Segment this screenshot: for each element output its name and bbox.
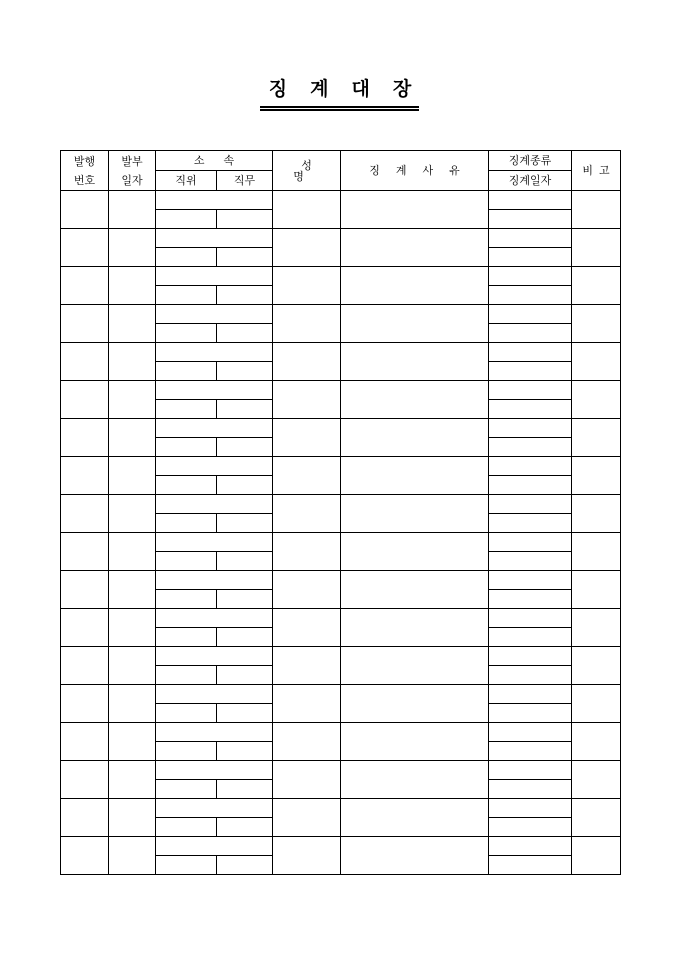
remarks-cell[interactable] [572, 571, 621, 609]
name-cell[interactable] [273, 609, 341, 647]
page-title: 징계대장 [268, 78, 435, 100]
reason-cell[interactable] [341, 609, 489, 647]
issue-number-cell[interactable] [61, 191, 109, 229]
duty-cell[interactable] [217, 476, 273, 495]
duty-cell[interactable] [217, 286, 273, 305]
position-cell[interactable] [156, 324, 217, 343]
affiliation-cell[interactable] [156, 495, 273, 514]
position-cell[interactable] [156, 476, 217, 495]
discipline-type-cell[interactable] [489, 723, 572, 742]
issue-date-cell[interactable] [109, 685, 156, 723]
reason-cell[interactable] [341, 647, 489, 685]
issue-number-cell[interactable] [61, 267, 109, 305]
name-cell[interactable] [273, 837, 341, 875]
name-cell[interactable] [273, 761, 341, 799]
remarks-cell[interactable] [572, 609, 621, 647]
issue-number-cell[interactable] [61, 685, 109, 723]
discipline-date-cell[interactable] [489, 248, 572, 267]
affiliation-cell[interactable] [156, 837, 273, 856]
name-cell[interactable] [273, 267, 341, 305]
reason-cell[interactable] [341, 191, 489, 229]
issue-number-cell[interactable] [61, 381, 109, 419]
discipline-type-cell[interactable] [489, 761, 572, 780]
duty-cell[interactable] [217, 590, 273, 609]
header-issue-date-top: 발부 [121, 154, 143, 168]
affiliation-cell[interactable] [156, 609, 273, 628]
affiliation-cell[interactable] [156, 647, 273, 666]
reason-cell[interactable] [341, 419, 489, 457]
affiliation-cell[interactable] [156, 685, 273, 704]
name-cell[interactable] [273, 647, 341, 685]
reason-cell[interactable] [341, 685, 489, 723]
affiliation-cell[interactable] [156, 723, 273, 742]
name-cell[interactable] [273, 571, 341, 609]
duty-cell[interactable] [217, 666, 273, 685]
issue-date-cell[interactable] [109, 571, 156, 609]
issue-number-cell[interactable] [61, 799, 109, 837]
header-discipline-date: 징계일자 [489, 171, 572, 191]
remarks-cell[interactable] [572, 419, 621, 457]
name-cell[interactable] [273, 723, 341, 761]
issue-number-cell[interactable] [61, 837, 109, 875]
issue-date-cell[interactable] [109, 799, 156, 837]
header-remarks: 비고 [572, 151, 621, 191]
issue-number-cell[interactable] [61, 533, 109, 571]
duty-cell[interactable] [217, 704, 273, 723]
issue-number-cell[interactable] [61, 609, 109, 647]
table-row [61, 723, 621, 742]
table-row [61, 457, 621, 476]
duty-cell[interactable] [217, 514, 273, 533]
affiliation-cell[interactable] [156, 381, 273, 400]
issue-number-cell[interactable] [61, 419, 109, 457]
discipline-type-cell[interactable] [489, 495, 572, 514]
table-row [61, 419, 621, 438]
issue-number-cell[interactable] [61, 495, 109, 533]
name-cell[interactable] [273, 191, 341, 229]
discipline-type-cell[interactable] [489, 381, 572, 400]
name-cell[interactable] [273, 799, 341, 837]
discipline-date-cell[interactable] [489, 438, 572, 457]
position-cell[interactable] [156, 666, 217, 685]
remarks-cell[interactable] [572, 343, 621, 381]
remarks-cell[interactable] [572, 647, 621, 685]
discipline-date-cell[interactable] [489, 856, 572, 875]
discipline-date-cell[interactable] [489, 780, 572, 799]
reason-cell[interactable] [341, 761, 489, 799]
name-cell[interactable] [273, 419, 341, 457]
underline-rule-bottom [260, 109, 419, 111]
reason-cell[interactable] [341, 457, 489, 495]
discipline-type-cell[interactable] [489, 647, 572, 666]
affiliation-cell[interactable] [156, 305, 273, 324]
header-issue-number-bottom: 번호 [73, 173, 96, 187]
discipline-date-cell[interactable] [489, 362, 572, 381]
issue-number-cell[interactable] [61, 761, 109, 799]
duty-cell[interactable] [217, 552, 273, 571]
position-cell[interactable] [156, 362, 217, 381]
table-row [61, 647, 621, 666]
name-cell[interactable] [273, 229, 341, 267]
discipline-type-cell[interactable] [489, 685, 572, 704]
discipline-date-cell[interactable] [489, 324, 572, 343]
table-row [61, 685, 621, 704]
issue-date-cell[interactable] [109, 457, 156, 495]
issue-number-cell[interactable] [61, 229, 109, 267]
header-issue-date [109, 151, 156, 191]
issue-date-cell[interactable] [109, 609, 156, 647]
discipline-type-cell[interactable] [489, 799, 572, 818]
name-cell[interactable] [273, 381, 341, 419]
duty-cell[interactable] [217, 742, 273, 761]
reason-cell[interactable] [341, 229, 489, 267]
issue-date-cell[interactable] [109, 267, 156, 305]
position-cell[interactable] [156, 856, 217, 875]
header-issue-date-bottom: 일자 [121, 173, 143, 187]
reason-cell[interactable] [341, 305, 489, 343]
issue-date-cell[interactable] [109, 723, 156, 761]
discipline-date-cell[interactable] [489, 742, 572, 761]
remarks-cell[interactable] [572, 267, 621, 305]
issue-number-cell[interactable] [61, 723, 109, 761]
position-cell[interactable] [156, 438, 217, 457]
duty-cell[interactable] [217, 818, 273, 837]
remarks-cell[interactable] [572, 191, 621, 229]
affiliation-cell[interactable] [156, 343, 273, 362]
header-issue-number [61, 151, 109, 191]
header-position: 직위 [156, 171, 217, 191]
discipline-date-cell[interactable] [489, 476, 572, 495]
position-cell[interactable] [156, 780, 217, 799]
reason-cell[interactable] [341, 571, 489, 609]
discipline-type-cell[interactable] [489, 191, 572, 210]
duty-cell[interactable] [217, 628, 273, 647]
affiliation-cell[interactable] [156, 457, 273, 476]
table-row [61, 609, 621, 628]
remarks-cell[interactable] [572, 495, 621, 533]
discipline-date-cell[interactable] [489, 704, 572, 723]
issue-number-cell[interactable] [61, 343, 109, 381]
affiliation-cell[interactable] [156, 267, 273, 286]
reason-cell[interactable] [341, 799, 489, 837]
affiliation-cell[interactable] [156, 229, 273, 248]
issue-date-cell[interactable] [109, 305, 156, 343]
issue-date-cell[interactable] [109, 837, 156, 875]
name-cell[interactable] [273, 343, 341, 381]
position-cell[interactable] [156, 704, 217, 723]
table-row [61, 571, 621, 590]
discipline-type-cell[interactable] [489, 571, 572, 590]
table-row [61, 495, 621, 514]
issue-date-cell[interactable] [109, 381, 156, 419]
table-row [61, 381, 621, 400]
discipline-type-cell[interactable] [489, 419, 572, 438]
duty-cell[interactable] [217, 780, 273, 799]
discipline-type-cell[interactable] [489, 609, 572, 628]
reason-cell[interactable] [341, 267, 489, 305]
position-cell[interactable] [156, 400, 217, 419]
discipline-type-cell[interactable] [489, 305, 572, 324]
affiliation-cell[interactable] [156, 571, 273, 590]
discipline-date-cell[interactable] [489, 818, 572, 837]
position-cell[interactable] [156, 590, 217, 609]
issue-date-cell[interactable] [109, 647, 156, 685]
header-reason: 징계사유 [341, 151, 489, 191]
issue-number-cell[interactable] [61, 571, 109, 609]
name-cell[interactable] [273, 305, 341, 343]
position-cell[interactable] [156, 286, 217, 305]
remarks-cell[interactable] [572, 457, 621, 495]
remarks-cell[interactable] [572, 723, 621, 761]
table-row [61, 191, 621, 210]
remarks-cell[interactable] [572, 381, 621, 419]
remarks-cell[interactable] [572, 761, 621, 799]
reason-cell[interactable] [341, 723, 489, 761]
discipline-date-cell[interactable] [489, 286, 572, 305]
discipline-ledger-table [60, 150, 621, 875]
position-cell[interactable] [156, 628, 217, 647]
issue-date-cell[interactable] [109, 229, 156, 267]
reason-cell[interactable] [341, 533, 489, 571]
table-row [61, 837, 621, 856]
name-cell[interactable] [273, 495, 341, 533]
discipline-date-cell[interactable] [489, 400, 572, 419]
issue-date-cell[interactable] [109, 533, 156, 571]
issue-date-cell[interactable] [109, 343, 156, 381]
name-cell[interactable] [273, 533, 341, 571]
discipline-date-cell[interactable] [489, 628, 572, 647]
duty-cell[interactable] [217, 210, 273, 229]
header-affiliation: 소속 [156, 151, 273, 171]
remarks-cell[interactable] [572, 229, 621, 267]
duty-cell[interactable] [217, 856, 273, 875]
reason-cell[interactable] [341, 381, 489, 419]
discipline-date-cell[interactable] [489, 514, 572, 533]
position-cell[interactable] [156, 742, 217, 761]
table-row [61, 533, 621, 552]
position-cell[interactable] [156, 552, 217, 571]
remarks-cell[interactable] [572, 837, 621, 875]
discipline-type-cell[interactable] [489, 229, 572, 248]
issue-number-cell[interactable] [61, 457, 109, 495]
remarks-cell[interactable] [572, 799, 621, 837]
reason-cell[interactable] [341, 837, 489, 875]
discipline-date-cell[interactable] [489, 210, 572, 229]
table-row [61, 799, 621, 818]
duty-cell[interactable] [217, 400, 273, 419]
reason-cell[interactable] [341, 495, 489, 533]
header-row-top [61, 151, 621, 171]
issue-number-cell[interactable] [61, 647, 109, 685]
title-double-underline [260, 106, 419, 113]
discipline-date-cell[interactable] [489, 590, 572, 609]
affiliation-cell[interactable] [156, 799, 273, 818]
position-cell[interactable] [156, 248, 217, 267]
remarks-cell[interactable] [572, 533, 621, 571]
name-cell[interactable] [273, 457, 341, 495]
issue-date-cell[interactable] [109, 761, 156, 799]
duty-cell[interactable] [217, 438, 273, 457]
position-cell[interactable] [156, 818, 217, 837]
underline-rule-top [260, 106, 419, 108]
table-row [61, 343, 621, 362]
header-duty: 직무 [217, 171, 273, 191]
position-cell[interactable] [156, 514, 217, 533]
reason-cell[interactable] [341, 343, 489, 381]
affiliation-cell[interactable] [156, 533, 273, 552]
remarks-cell[interactable] [572, 685, 621, 723]
affiliation-cell[interactable] [156, 419, 273, 438]
table-row [61, 267, 621, 286]
issue-number-cell[interactable] [61, 305, 109, 343]
table-row [61, 229, 621, 248]
discipline-type-cell[interactable] [489, 837, 572, 856]
discipline-date-cell[interactable] [489, 552, 572, 571]
duty-cell[interactable] [217, 362, 273, 381]
affiliation-cell[interactable] [156, 761, 273, 780]
discipline-date-cell[interactable] [489, 666, 572, 685]
duty-cell[interactable] [217, 324, 273, 343]
remarks-cell[interactable] [572, 305, 621, 343]
discipline-type-cell[interactable] [489, 533, 572, 552]
issue-date-cell[interactable] [109, 495, 156, 533]
duty-cell[interactable] [217, 248, 273, 267]
table-row [61, 305, 621, 324]
table-row [61, 761, 621, 780]
discipline-type-cell[interactable] [489, 343, 572, 362]
affiliation-cell[interactable] [156, 191, 273, 210]
header-issue-number-top: 발행 [73, 154, 96, 168]
issue-date-cell[interactable] [109, 191, 156, 229]
issue-date-cell[interactable] [109, 419, 156, 457]
header-discipline-type: 징계종류 [489, 151, 572, 171]
position-cell[interactable] [156, 210, 217, 229]
header-name: 성명 [273, 151, 341, 191]
discipline-type-cell[interactable] [489, 457, 572, 476]
discipline-type-cell[interactable] [489, 267, 572, 286]
name-cell[interactable] [273, 685, 341, 723]
